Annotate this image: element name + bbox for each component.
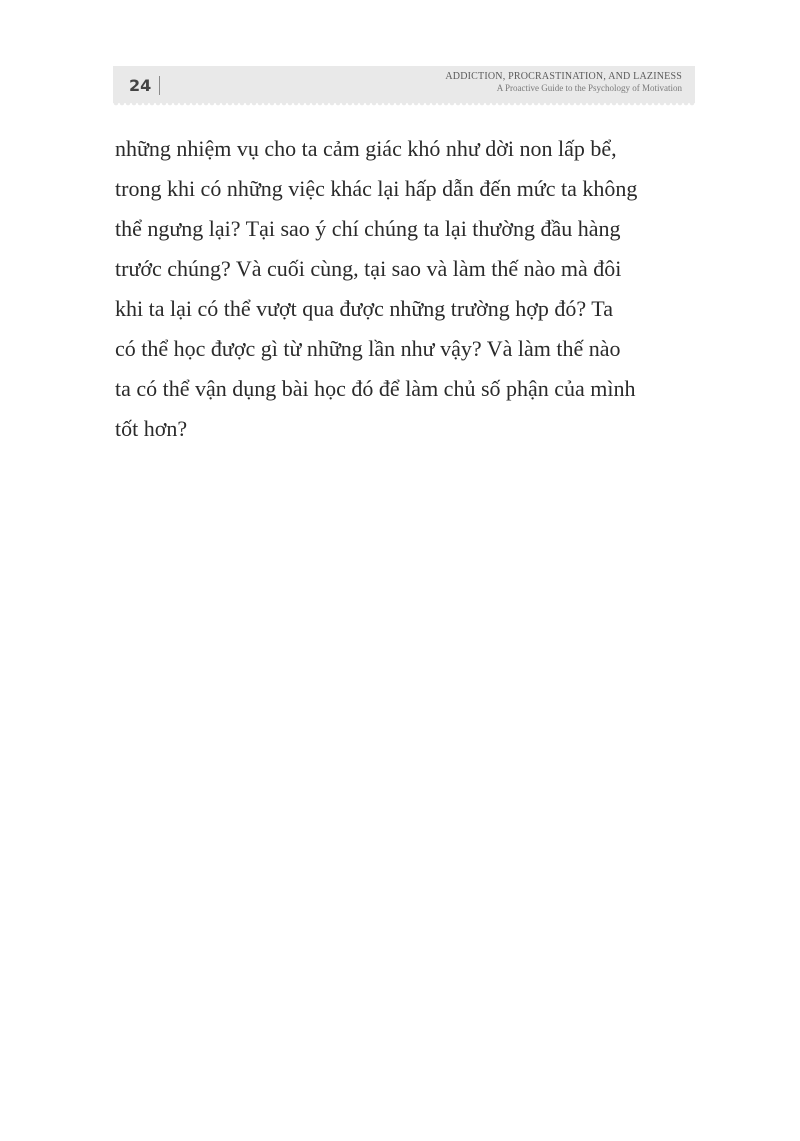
body-line: tốt hơn? <box>115 416 188 441</box>
body-line: trước chúng? Và cuối cùng, tại sao và làm thế nào mà đôi <box>115 256 622 281</box>
body-line: có thể học được gì từ những lần như vậy? Và làm thế nào <box>115 336 621 361</box>
body-line: khi ta lại có thể vượt qua được những trường hợp đó? Ta <box>115 296 613 321</box>
header-divider <box>159 76 160 95</box>
running-head <box>445 70 682 94</box>
body-line: những nhiệm vụ cho ta cảm giác khó như dời non lấp bể, <box>115 136 617 161</box>
body-line: ta có thể vận dụng bài học đó để làm chủ số phận của mình <box>115 376 636 401</box>
page-number: 24 <box>129 76 152 95</box>
body-line: thể ngưng lại? Tại sao ý chí chúng ta lại thường đầu hàng <box>115 216 621 241</box>
body-paragraph <box>115 129 705 449</box>
running-title: ADDICTION, PROCRASTINATION, AND LAZINESS <box>445 71 682 82</box>
running-subtitle: A Proactive Guide to the Psychology of Motivation <box>496 83 682 93</box>
body-line: trong khi có những việc khác lại hấp dẫn đến mức ta không <box>115 176 638 201</box>
